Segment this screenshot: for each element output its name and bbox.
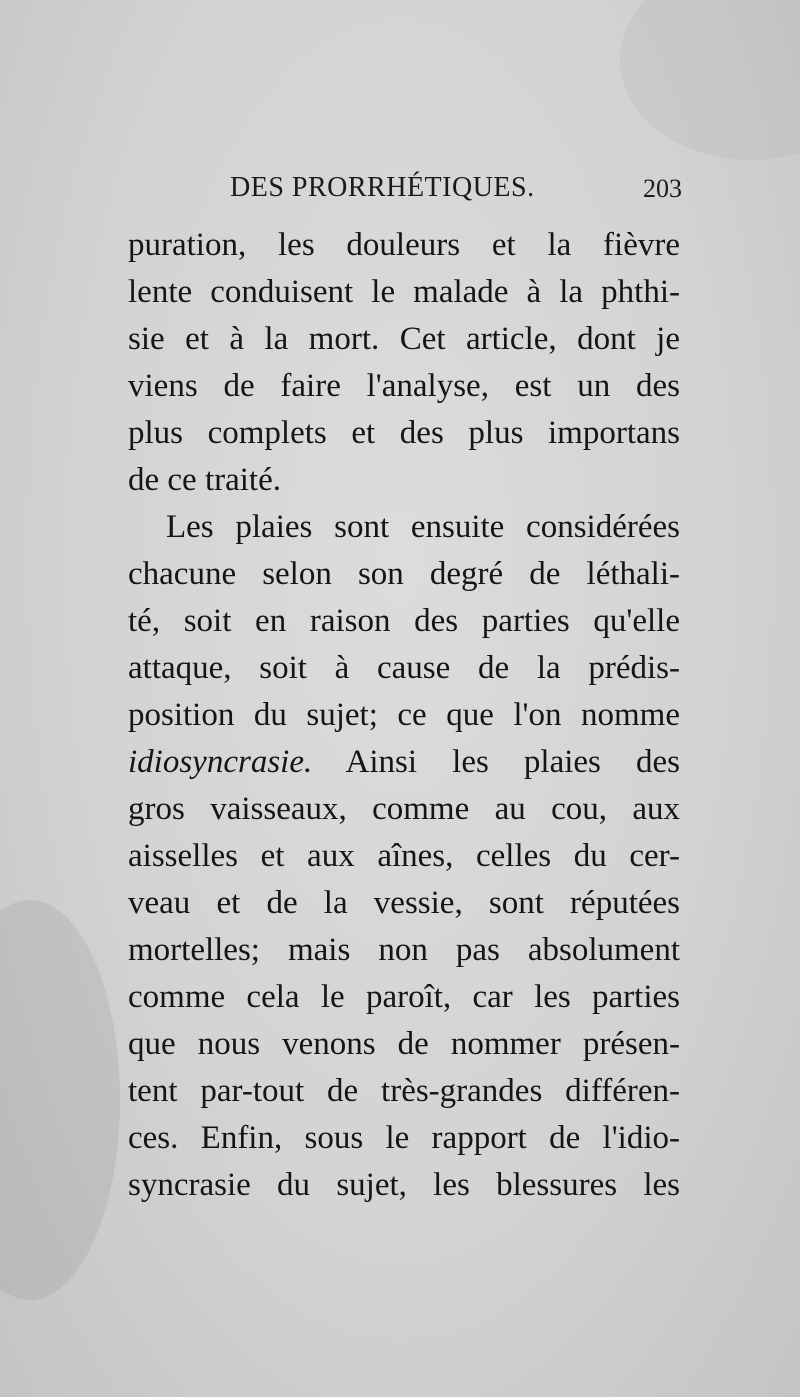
text-line: veau et de la vessie, sont réputées xyxy=(128,885,680,921)
text-line: position du sujet; ce que l'on nomme xyxy=(128,697,680,733)
text-line: tent par-tout de très-grandes différen- xyxy=(128,1073,680,1109)
paper-shade xyxy=(620,0,800,160)
text-line: gros vaisseaux, comme au cou, aux xyxy=(128,791,680,827)
text-line-italic xyxy=(128,739,680,786)
text-line: ces. Enfin, sous le rapport de l'idio- xyxy=(128,1120,680,1156)
page-number: 203 xyxy=(643,174,682,203)
running-title: DES PRORRHÉTIQUES. xyxy=(230,172,535,203)
text-line: de ce traité. xyxy=(128,462,281,498)
text-line: sie et à la mort. Cet article, dont je xyxy=(128,321,680,357)
text-line-rest: Ainsi les plaies des xyxy=(312,744,680,780)
text-line: comme cela le paroît, car les parties xyxy=(128,979,680,1015)
text-line: aisselles et aux aînes, celles du cer- xyxy=(128,838,680,874)
text-line: viens de faire l'analyse, est un des xyxy=(128,368,680,404)
paper-shade xyxy=(0,900,120,1300)
text-line: attaque, soit à cause de la prédis- xyxy=(128,650,680,686)
text-line: que nous venons de nommer présen- xyxy=(128,1026,680,1062)
text-line: puration, les douleurs et la fièvre xyxy=(128,227,680,263)
text-line: lente conduisent le malade à la phthi- xyxy=(128,274,680,310)
text-line: plus complets et des plus importans xyxy=(128,415,680,451)
text-line: chacune selon son degré de léthali- xyxy=(128,556,680,592)
text-line: té, soit en raison des parties qu'elle xyxy=(128,603,680,639)
text-line: Les plaies sont ensuite considérées xyxy=(166,509,680,545)
body-text xyxy=(128,222,680,1209)
page-header xyxy=(230,172,682,212)
text-line: syncrasie du sujet, les blessures les xyxy=(128,1167,680,1203)
italic-term: idiosyncrasie. xyxy=(128,744,313,780)
text-line: mortelles; mais non pas absolument xyxy=(128,932,680,968)
